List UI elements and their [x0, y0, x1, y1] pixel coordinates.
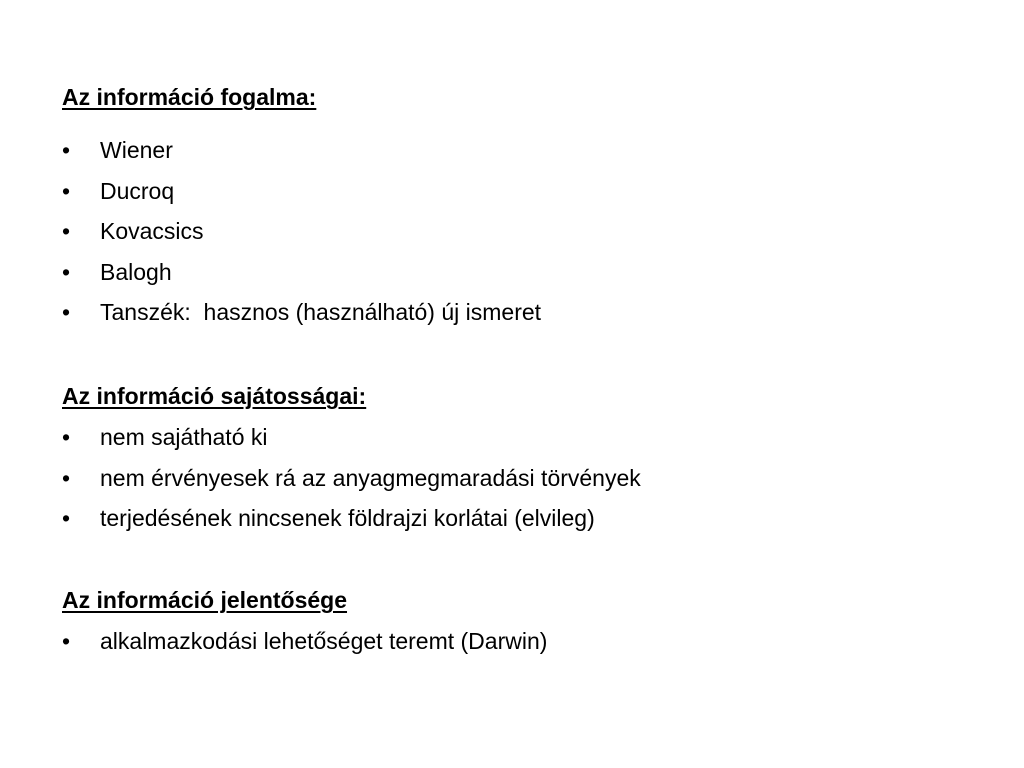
section-heading-sajatossagai: Az információ sajátosságai:	[62, 383, 367, 409]
list-item	[62, 217, 204, 258]
list-item	[62, 464, 641, 505]
list-item	[62, 258, 172, 299]
list-item	[62, 423, 268, 464]
list-item-text: Balogh	[100, 258, 172, 285]
list-item-text: Wiener	[100, 137, 173, 163]
list-item-text: Tanszék: hasznos (használható) új ismeret	[100, 299, 542, 325]
list-item-text: alkalmazkodási lehetőséget teremt (Darwin)	[100, 628, 548, 654]
list-item	[62, 177, 175, 218]
bullet-list-fogalma	[62, 136, 542, 339]
list-item-text: nem sajátható ki	[100, 424, 268, 450]
bullet-icon: •	[62, 628, 71, 654]
list-item-text: terjedésének nincsenek földrajzi korlátai (elvileg)	[100, 505, 595, 531]
list-item	[62, 504, 595, 545]
list-item-text: Kovacsics	[100, 218, 204, 244]
section-heading-jelentosege: Az információ jelentősége	[62, 587, 348, 613]
bullet-icon: •	[62, 299, 71, 325]
list-item	[62, 136, 173, 177]
bullet-list-sajatossagai	[62, 423, 641, 545]
list-item	[62, 298, 542, 339]
list-item-text: nem érvényesek rá az anyagmegmaradási törvények	[100, 464, 641, 491]
list-item-text: Ducroq	[100, 177, 175, 204]
bullet-icon: •	[62, 258, 71, 285]
bullet-list-jelentosege	[62, 627, 548, 668]
bullet-icon: •	[62, 177, 71, 204]
bullet-icon: •	[62, 137, 71, 163]
bullet-icon: •	[62, 505, 71, 531]
bullet-icon: •	[62, 218, 71, 244]
list-item	[62, 627, 548, 668]
bullet-icon: •	[62, 424, 71, 450]
section-heading-fogalma: Az információ fogalma:	[62, 84, 317, 110]
bullet-icon: •	[62, 464, 71, 491]
